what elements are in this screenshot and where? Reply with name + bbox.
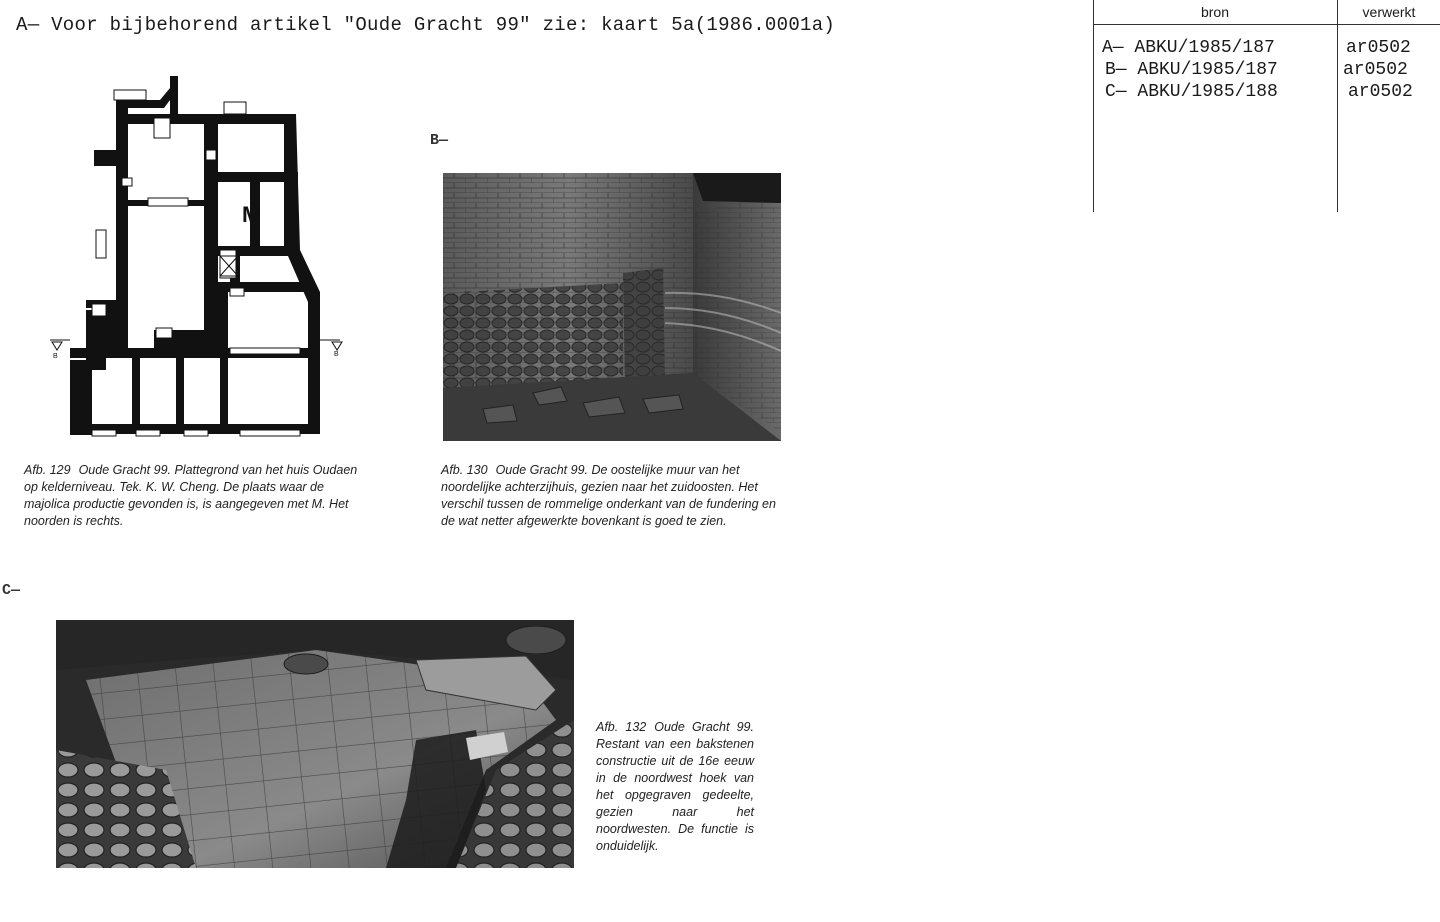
brick-construction-photo: [56, 620, 574, 868]
caption-afb-132: [596, 719, 754, 855]
caption-number: Afb. 129: [24, 463, 71, 477]
caption-text: Oude Gracht 99. Restant van een bakstenen constructie uit de 16e eeuw in de noordwest hoek van het opgegraven gedeelte, gezien naar het noordwesten. De functie is onduidelijk.: [596, 720, 754, 853]
table-row-verwerkt: ar0502: [1348, 82, 1413, 102]
column-header-bron: bron: [1200, 4, 1230, 20]
reference-table: [1093, 0, 1440, 212]
section-marker-label: B: [53, 353, 58, 360]
section-marker-label: B: [334, 351, 339, 358]
header-reference-line: A— Voor bijbehorend artikel "Oude Gracht 99" zie: kaart 5a(1986.0001a): [16, 14, 836, 36]
caption-text: Oude Gracht 99. De oostelijke muur van het noordelijke achterzijhuis, gezien naar het zuidoosten. Het verschil tussen de rommelige onderkant van de fundering en de wat netter afgewerkte bovenkant is goed te zien.: [441, 463, 776, 528]
table-row-verwerkt: ar0502: [1343, 60, 1408, 80]
caption-number: Afb. 132: [596, 720, 647, 734]
table-row-bron: A— ABKU/1985/187: [1102, 38, 1275, 58]
figure-marker-c: C—: [2, 582, 21, 599]
figure-marker-b: B—: [430, 132, 449, 149]
room-label-m: M: [242, 202, 261, 227]
cellar-wall-photo: [443, 173, 781, 441]
caption-text: Oude Gracht 99. Plattegrond van het huis Oudaen op kelderniveau. Tek. K. W. Cheng. De plaats waar de majolica productie gevonden is, is aangegeven met M. Het noorden is rechts.: [24, 463, 358, 528]
table-row-verwerkt: ar0502: [1346, 38, 1411, 58]
floor-plan-drawing: [44, 70, 364, 440]
table-row-bron: C— ABKU/1985/188: [1105, 82, 1278, 102]
column-header-verwerkt: verwerkt: [1362, 4, 1416, 20]
caption-number: Afb. 130: [441, 463, 488, 477]
caption-afb-130: [441, 462, 779, 530]
caption-afb-129: [24, 462, 364, 530]
table-row-bron: B— ABKU/1985/187: [1105, 60, 1278, 80]
